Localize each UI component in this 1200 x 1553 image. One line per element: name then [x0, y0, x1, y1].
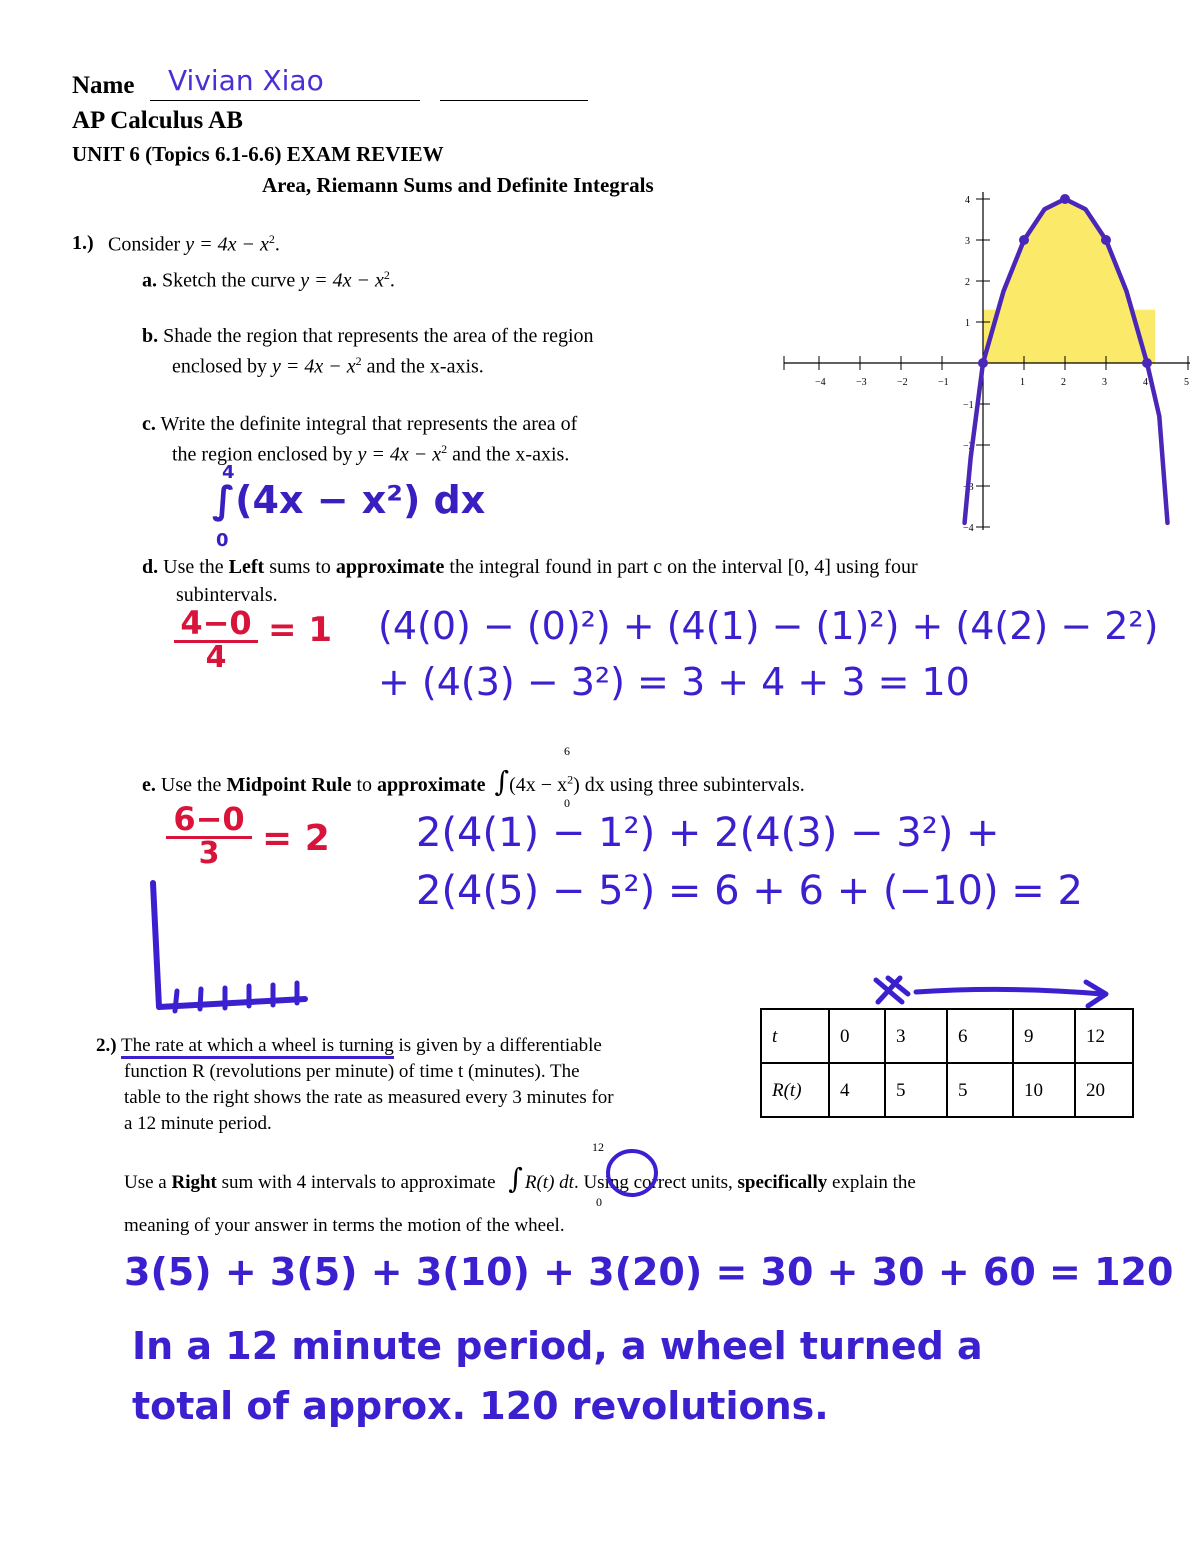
q1c-line1	[142, 413, 577, 436]
q2-bold-right: Right	[171, 1172, 217, 1193]
q1d-width-numerator: 4−0	[180, 604, 252, 642]
q1a-label: a.	[142, 269, 157, 292]
q1e-integrand: (4x − x	[509, 774, 568, 796]
q1e-line	[142, 765, 805, 798]
x-tick-label: 1	[1020, 377, 1025, 388]
q1e-text-b: to	[356, 774, 373, 796]
q1d-width-equals: = 1	[268, 610, 332, 650]
q2-answer-line1[interactable]: In a 12 minute period, a wheel turned a	[132, 1324, 983, 1368]
q2-answer-line2[interactable]: total of approx. 120 revolutions.	[132, 1384, 829, 1428]
q1c-text1: Write the definite integral that represents the area of	[160, 413, 578, 435]
name-label: Name	[72, 72, 135, 99]
y-tick-label: −4	[963, 523, 974, 534]
y-tick-label: 2	[965, 277, 970, 288]
q1b-function: y = 4x − x	[271, 355, 356, 378]
q1-number: 1.)	[72, 232, 94, 254]
q1a-exponent: 2	[383, 268, 390, 282]
table-cell: 3	[885, 1009, 947, 1063]
q1b-line2	[172, 354, 484, 379]
plot-point	[1142, 358, 1152, 368]
x-tick-label: −4	[815, 377, 826, 388]
table-cell: 5	[885, 1063, 947, 1117]
plot-point	[1019, 235, 1029, 245]
q1d-work-line2[interactable]: + (4(3) − 3²) = 3 + 4 + 3 = 10	[378, 660, 970, 704]
table-arrow-icon	[868, 972, 1118, 1012]
q2-circle-mark	[604, 1145, 660, 1201]
q1a	[142, 268, 395, 293]
q1-period: .	[274, 233, 280, 256]
q1b-text1: Shade the region that represents the area of the region	[163, 325, 594, 347]
q2-meaning-line: meaning of your answer in terms the motion of the wheel.	[124, 1215, 565, 1236]
q2-line1-rest: is given by a differentiable	[398, 1035, 602, 1056]
section-subtitle: Area, Riemann Sums and Definite Integrals	[262, 173, 654, 197]
q1e-integral-sign: ∫	[494, 765, 510, 798]
q1e-sketch-axes	[145, 875, 315, 1025]
q1a-text: Sketch the curve	[162, 269, 296, 292]
y-tick-label: −3	[963, 482, 974, 493]
rate-table	[760, 1008, 1134, 1118]
q1e-width-denominator: 3	[198, 836, 220, 871]
q1d-line2: subintervals.	[176, 584, 278, 606]
q1c-upper-limit: 4	[222, 462, 235, 483]
q1b-exponent: 2	[355, 354, 362, 368]
table-cell: 20	[1075, 1063, 1133, 1117]
q1e-width-fraction	[166, 802, 252, 869]
plot-point	[978, 358, 988, 368]
x-tick-label: −1	[938, 377, 949, 388]
table-cell: t	[761, 1009, 829, 1063]
q1e-upper-limit: 6	[564, 744, 570, 758]
y-tick-label: 1	[965, 318, 970, 329]
q2-lower-limit: 0	[596, 1195, 602, 1209]
q1-intro-text: Consider	[108, 233, 181, 256]
q2-use-a: Use a	[124, 1172, 167, 1193]
q1a-period: .	[389, 269, 395, 292]
q1e-label: e.	[142, 774, 156, 796]
q1d-width-fraction	[174, 606, 258, 673]
q1b-line1	[142, 325, 594, 348]
q2-integral-sign: ∫	[508, 1162, 523, 1195]
q1d-bold-approximate: approximate	[335, 556, 445, 578]
q1b-label: b.	[142, 325, 159, 347]
q1e-bold-midpoint: Midpoint Rule	[226, 774, 352, 796]
y-tick-label: −1	[963, 400, 974, 411]
shaded-fill	[983, 310, 1155, 363]
date-underline	[440, 100, 588, 101]
q1-intro	[108, 232, 280, 257]
q1a-function: y = 4x − x	[300, 269, 384, 292]
q1e-width-equals: = 2	[262, 818, 330, 859]
student-name[interactable]: Vivian Xiao	[168, 64, 324, 97]
x-tick-label: 2	[1061, 377, 1066, 388]
q1c-exponent: 2	[441, 442, 448, 456]
y-tick-label: 3	[965, 236, 970, 247]
q2-upper-limit: 12	[592, 1140, 604, 1154]
q1d-label: d.	[142, 556, 159, 578]
q2-number: 2.)	[96, 1035, 117, 1056]
q2-line2: function R (revolutions per minute) of time t (minutes). The	[124, 1061, 580, 1082]
q1d-text-c: the integral found in part c on the interval [0, 4] using four	[449, 556, 918, 578]
table-cell: 6	[947, 1009, 1013, 1063]
q2-sum-text: sum with 4 intervals to approximate	[221, 1172, 496, 1193]
q1d-line1	[142, 556, 918, 579]
q1e-width-numerator: 6−0	[173, 800, 245, 838]
q2-line4: a 12 minute period.	[124, 1113, 272, 1134]
x-tick-label: −3	[856, 377, 867, 388]
x-tick-label: 3	[1102, 377, 1107, 388]
q1b-text2a: enclosed by	[172, 355, 267, 378]
table-cell: 10	[1013, 1063, 1075, 1117]
y-tick-label: −2	[963, 441, 974, 452]
q2-after-integral: . Using correct units,	[573, 1172, 733, 1193]
q2-bold-specifically: specifically	[737, 1172, 828, 1193]
q1d-bold-left: Left	[228, 556, 265, 578]
q1e-lower-limit: 0	[564, 796, 570, 810]
q2-integrand: R(t) dt	[524, 1172, 574, 1193]
x-tick-label: 5	[1184, 377, 1189, 388]
q2-underlined: The rate at which a wheel is turning	[121, 1035, 394, 1059]
table-cell: 0	[829, 1009, 885, 1063]
q1e-work-line2[interactable]: 2(4(5) − 5²) = 6 + 6 + (−10) = 2	[416, 868, 1083, 914]
q2-line3: table to the right shows the rate as measured every 3 minutes for	[124, 1087, 614, 1108]
q1b-text2b: and the x-axis.	[366, 355, 484, 378]
q2-line1	[96, 1035, 602, 1057]
q1e-text-a: Use the	[160, 774, 222, 796]
x-tick-label: −2	[897, 377, 908, 388]
q1d-text-a: Use the	[163, 556, 224, 578]
table-cell: 4	[829, 1063, 885, 1117]
q1e-exponent: 2	[567, 772, 574, 787]
q1e-integrand-end: ) dx	[573, 774, 605, 796]
q1c-text2a: the region enclosed by	[172, 443, 353, 466]
unit-title: UNIT 6 (Topics 6.1-6.6) EXAM REVIEW	[72, 142, 444, 166]
q1e-text-c: using three subintervals.	[609, 774, 805, 796]
q1c-function: y = 4x − x	[357, 443, 442, 466]
parabola-graph	[780, 180, 1200, 540]
plot-point	[1101, 235, 1111, 245]
table-row	[761, 1009, 1133, 1063]
table-cell: R(t)	[761, 1063, 829, 1117]
q1-function: y = 4x − x	[185, 233, 269, 256]
q2-explain: explain the	[831, 1172, 916, 1193]
table-cell: 12	[1075, 1009, 1133, 1063]
q1c-lower-limit: 0	[216, 530, 229, 551]
q2-work[interactable]: 3(5) + 3(5) + 3(10) + 3(20) = 30 + 30 + 60 = 120	[124, 1250, 1174, 1294]
q1c-label: c.	[142, 413, 156, 435]
q1d-work-line1[interactable]: (4(0) − (0)²) + (4(1) − (1)²) + (4(2) − 2²)	[378, 604, 1159, 648]
q1c-text2b: and the x-axis.	[452, 443, 570, 466]
course-title: AP Calculus AB	[72, 107, 243, 134]
q1c-answer[interactable]: ∫(4x − x²) dx	[212, 478, 486, 522]
q2-instruction	[124, 1162, 916, 1195]
name-underline	[150, 100, 420, 101]
q1e-work-line1[interactable]: 2(4(1) − 1²) + 2(4(3) − 3²) +	[416, 810, 1000, 856]
plot-point	[1060, 194, 1070, 204]
q1e-bold-approximate: approximate	[377, 774, 486, 796]
x-tick-label: 4	[1143, 377, 1148, 388]
q1d-text-b: sums to	[269, 556, 331, 578]
q1-exponent: 2	[268, 232, 275, 246]
table-cell: 9	[1013, 1009, 1075, 1063]
y-tick-label: 4	[965, 195, 970, 206]
table-row	[761, 1063, 1133, 1117]
q1d-width-denominator: 4	[205, 640, 227, 675]
table-cell: 5	[947, 1063, 1013, 1117]
